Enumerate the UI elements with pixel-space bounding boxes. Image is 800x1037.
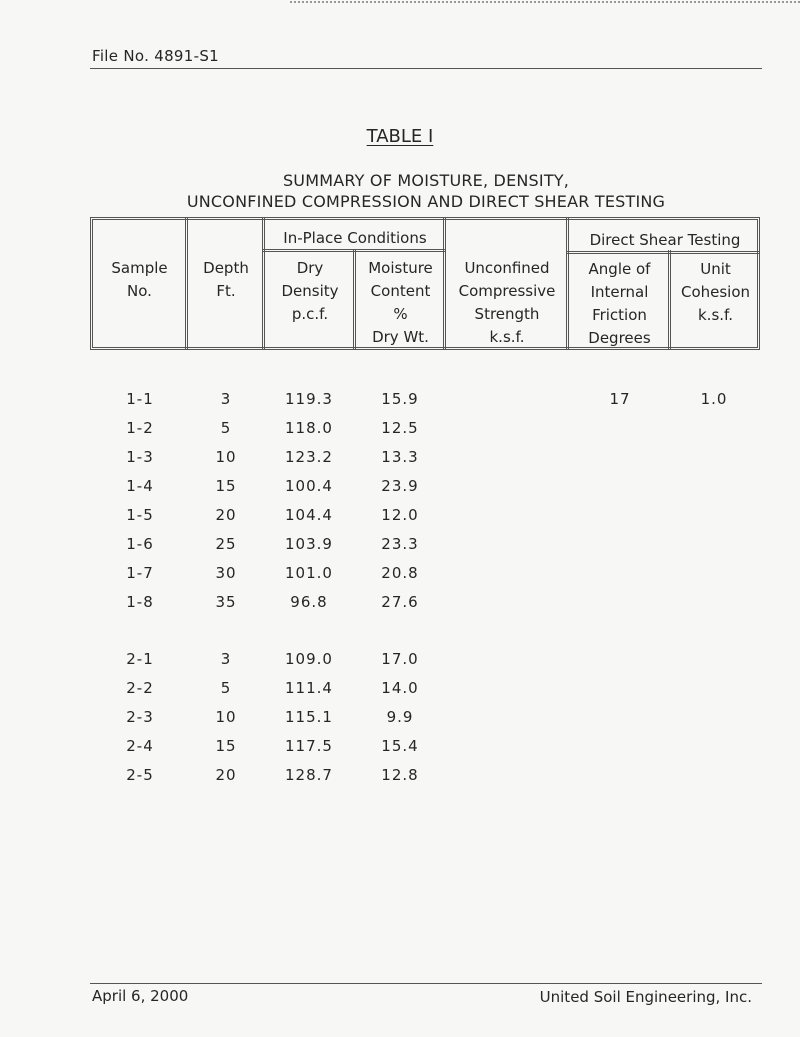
col-header-unconfined: Unconfined Compressive Strength k.s.f.	[458, 259, 556, 346]
col-header-angle: Angle of Internal Friction Degrees	[588, 260, 651, 347]
table-title: TABLE I	[366, 126, 434, 147]
report-date: April 6, 2000	[92, 987, 189, 1005]
col-header-cohesion: Unit Cohesion k.s.f.	[680, 260, 751, 324]
cell-dry-density: 104.4	[285, 506, 333, 524]
cell-moisture: 15.4	[381, 737, 419, 755]
cell-dry-density: 109.0	[285, 650, 333, 668]
cell-sample: 1-3	[126, 448, 154, 466]
cell-dry-density: 103.9	[285, 535, 333, 553]
cell-moisture: 27.6	[381, 593, 419, 611]
cell-sample: 2-3	[126, 708, 154, 726]
cell-depth: 20	[215, 766, 237, 784]
scan-edge-rule	[290, 1, 800, 3]
cell-dry-density: 101.0	[285, 564, 333, 582]
cell-depth: 10	[215, 708, 237, 726]
cell-dry-density: 117.5	[285, 737, 333, 755]
cell-moisture: 12.5	[381, 419, 419, 437]
file-number: File No. 4891-S1	[92, 47, 219, 65]
cell-dry-density: 111.4	[285, 679, 333, 697]
cell-dry-density: 123.2	[285, 448, 333, 466]
cell-moisture: 17.0	[381, 650, 419, 668]
cell-moisture: 9.9	[386, 708, 414, 726]
cell-depth: 25	[215, 535, 237, 553]
group-header-in-place: In-Place Conditions	[283, 229, 427, 247]
cell-dry-density: 100.4	[285, 477, 333, 495]
cell-sample: 1-6	[126, 535, 154, 553]
cell-moisture: 15.9	[381, 390, 419, 408]
col-header-depth: Depth Ft.	[203, 259, 249, 300]
col-header-moisture: Moisture Content % Dry Wt.	[368, 259, 433, 346]
header-divider	[90, 68, 762, 69]
cell-depth: 3	[220, 390, 232, 408]
cell-depth: 5	[220, 679, 232, 697]
cell-depth: 3	[220, 650, 232, 668]
cell-depth: 15	[215, 477, 237, 495]
cell-moisture: 12.0	[381, 506, 419, 524]
table-subtitle-line1: SUMMARY OF MOISTURE, DENSITY,	[282, 171, 570, 190]
cell-dry-density: 96.8	[290, 593, 328, 611]
cell-sample: 1-7	[126, 564, 154, 582]
col-header-sample: Sample No.	[111, 259, 168, 300]
cell-sample: 1-4	[126, 477, 154, 495]
cell-dry-density: 118.0	[285, 419, 333, 437]
cell-sample: 1-5	[126, 506, 154, 524]
cell-sample: 2-1	[126, 650, 154, 668]
cell-depth: 35	[215, 593, 237, 611]
cell-sample: 1-1	[126, 390, 154, 408]
cell-dry-density: 128.7	[285, 766, 333, 784]
cell-moisture: 23.9	[381, 477, 419, 495]
footer-divider	[90, 983, 762, 984]
cell-depth: 15	[215, 737, 237, 755]
cell-cohesion: 1.0	[700, 390, 728, 408]
col-header-dry-density: Dry Density p.c.f.	[281, 259, 339, 323]
cell-sample: 2-4	[126, 737, 154, 755]
group-header-direct-shear: Direct Shear Testing	[589, 231, 741, 249]
table-subtitle-line2: UNCONFINED COMPRESSION AND DIRECT SHEAR TESTING	[186, 192, 666, 211]
cell-moisture: 12.8	[381, 766, 419, 784]
cell-depth: 10	[215, 448, 237, 466]
cell-dry-density: 119.3	[285, 390, 333, 408]
cell-dry-density: 115.1	[285, 708, 333, 726]
cell-moisture: 13.3	[381, 448, 419, 466]
cell-angle: 17	[609, 390, 631, 408]
cell-moisture: 14.0	[381, 679, 419, 697]
cell-depth: 30	[215, 564, 237, 582]
cell-moisture: 20.8	[381, 564, 419, 582]
cell-sample: 1-8	[126, 593, 154, 611]
cell-sample: 2-5	[126, 766, 154, 784]
cell-depth: 5	[220, 419, 232, 437]
company-name: United Soil Engineering, Inc.	[539, 988, 752, 1006]
cell-sample: 2-2	[126, 679, 154, 697]
cell-moisture: 23.3	[381, 535, 419, 553]
cell-depth: 20	[215, 506, 237, 524]
cell-sample: 1-2	[126, 419, 154, 437]
